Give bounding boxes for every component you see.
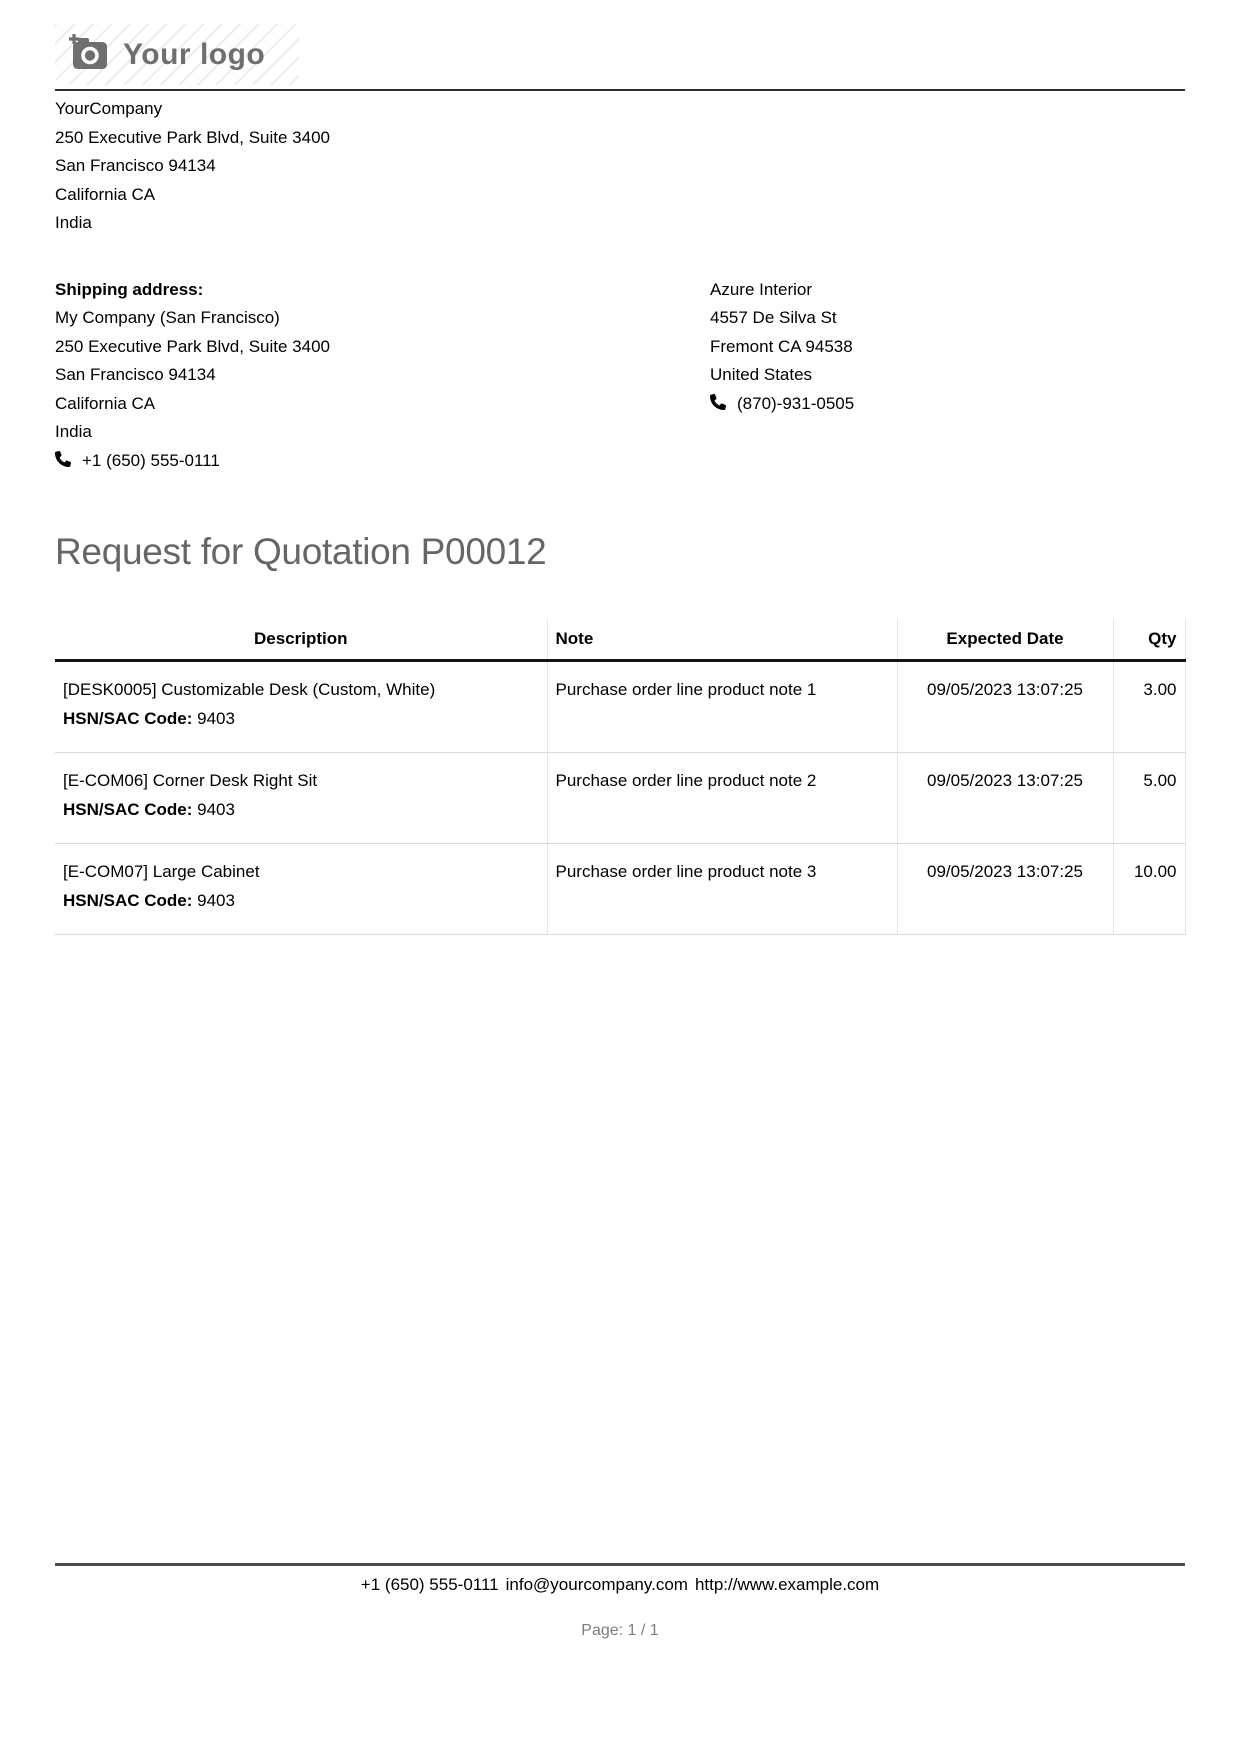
column-header-note: Note bbox=[547, 619, 897, 661]
hsn-code-line: HSN/SAC Code: 9403 bbox=[63, 891, 235, 910]
shipping-phone-number: +1 (650) 555-0111 bbox=[82, 450, 220, 470]
shipping-address-block bbox=[55, 276, 710, 476]
company-logo bbox=[55, 24, 299, 85]
vendor-address-line: United States bbox=[710, 365, 813, 384]
table-row bbox=[55, 844, 1185, 935]
footer-website: http://www.example.com bbox=[694, 1575, 880, 1594]
hsn-code-line: HSN/SAC Code: 9403 bbox=[63, 800, 235, 819]
company-address-line: California CA bbox=[55, 184, 156, 204]
company-address-line: 250 Executive Park Blvd, Suite 3400 bbox=[55, 127, 330, 147]
shipping-address-line: My Company (San Francisco) bbox=[55, 308, 280, 327]
logo-text: Your logo bbox=[123, 37, 266, 71]
page-number: Page: 1 / 1 bbox=[581, 1622, 659, 1639]
company-address-block bbox=[55, 95, 1185, 238]
cell-expected-date: 09/05/2023 13:07:25 bbox=[897, 844, 1113, 935]
vendor-name: Azure Interior bbox=[710, 279, 813, 299]
column-header-description: Description bbox=[55, 619, 547, 661]
hsn-code-line: HSN/SAC Code: 9403 bbox=[63, 709, 235, 728]
company-address-line: San Francisco 94134 bbox=[55, 156, 216, 175]
address-columns bbox=[55, 276, 1185, 476]
table-header-row bbox=[55, 619, 1185, 661]
order-lines-table bbox=[55, 619, 1186, 935]
company-address-line: India bbox=[55, 213, 92, 232]
vendor-address-block bbox=[710, 276, 1185, 476]
cell-note: Purchase order line product note 3 bbox=[547, 844, 897, 935]
shipping-phone-line bbox=[55, 447, 710, 476]
cell-description bbox=[55, 753, 547, 844]
shipping-address-line: 250 Executive Park Blvd, Suite 3400 bbox=[55, 336, 330, 356]
column-header-qty: Qty bbox=[1113, 619, 1185, 661]
cell-description bbox=[55, 661, 547, 753]
phone-icon bbox=[710, 390, 726, 419]
shipping-address-line: San Francisco 94134 bbox=[55, 365, 216, 384]
cell-description bbox=[55, 844, 547, 935]
cell-expected-date: 09/05/2023 13:07:25 bbox=[897, 753, 1113, 844]
vendor-phone-number: (870)-931-0505 bbox=[737, 393, 855, 413]
cell-note: Purchase order line product note 2 bbox=[547, 753, 897, 844]
shipping-address-heading: Shipping address: bbox=[55, 279, 204, 299]
camera-plus-icon bbox=[65, 33, 109, 76]
footer-divider bbox=[55, 1563, 1185, 1566]
vendor-phone-line bbox=[710, 390, 1185, 419]
table-row bbox=[55, 753, 1185, 844]
cell-qty: 3.00 bbox=[1113, 661, 1185, 753]
footer-phone: +1 (650) 555-0111 bbox=[360, 1575, 499, 1594]
footer-contact-line bbox=[55, 1575, 1185, 1595]
product-name: [DESK0005] Customizable Desk (Custom, White) bbox=[63, 680, 436, 699]
cell-qty: 10.00 bbox=[1113, 844, 1185, 935]
product-name: [E-COM06] Corner Desk Right Sit bbox=[63, 771, 318, 790]
page-title: Request for Quotation P00012 bbox=[55, 531, 547, 572]
company-name: YourCompany bbox=[55, 99, 163, 118]
cell-expected-date: 09/05/2023 13:07:25 bbox=[897, 661, 1113, 753]
product-name: [E-COM07] Large Cabinet bbox=[63, 862, 260, 881]
vendor-address-line: Fremont CA 94538 bbox=[710, 336, 853, 356]
shipping-address-line: California CA bbox=[55, 393, 156, 413]
shipping-address-line: India bbox=[55, 422, 92, 441]
cell-note: Purchase order line product note 1 bbox=[547, 661, 897, 753]
cell-qty: 5.00 bbox=[1113, 753, 1185, 844]
column-header-expected-date: Expected Date bbox=[897, 619, 1113, 661]
page-footer bbox=[55, 1563, 1185, 1640]
vendor-address-line: 4557 De Silva St bbox=[710, 308, 837, 327]
phone-icon bbox=[55, 447, 71, 476]
logo-header bbox=[55, 0, 1185, 91]
footer-email: info@yourcompany.com bbox=[505, 1575, 688, 1594]
table-row bbox=[55, 661, 1185, 753]
header-divider bbox=[55, 89, 1185, 91]
